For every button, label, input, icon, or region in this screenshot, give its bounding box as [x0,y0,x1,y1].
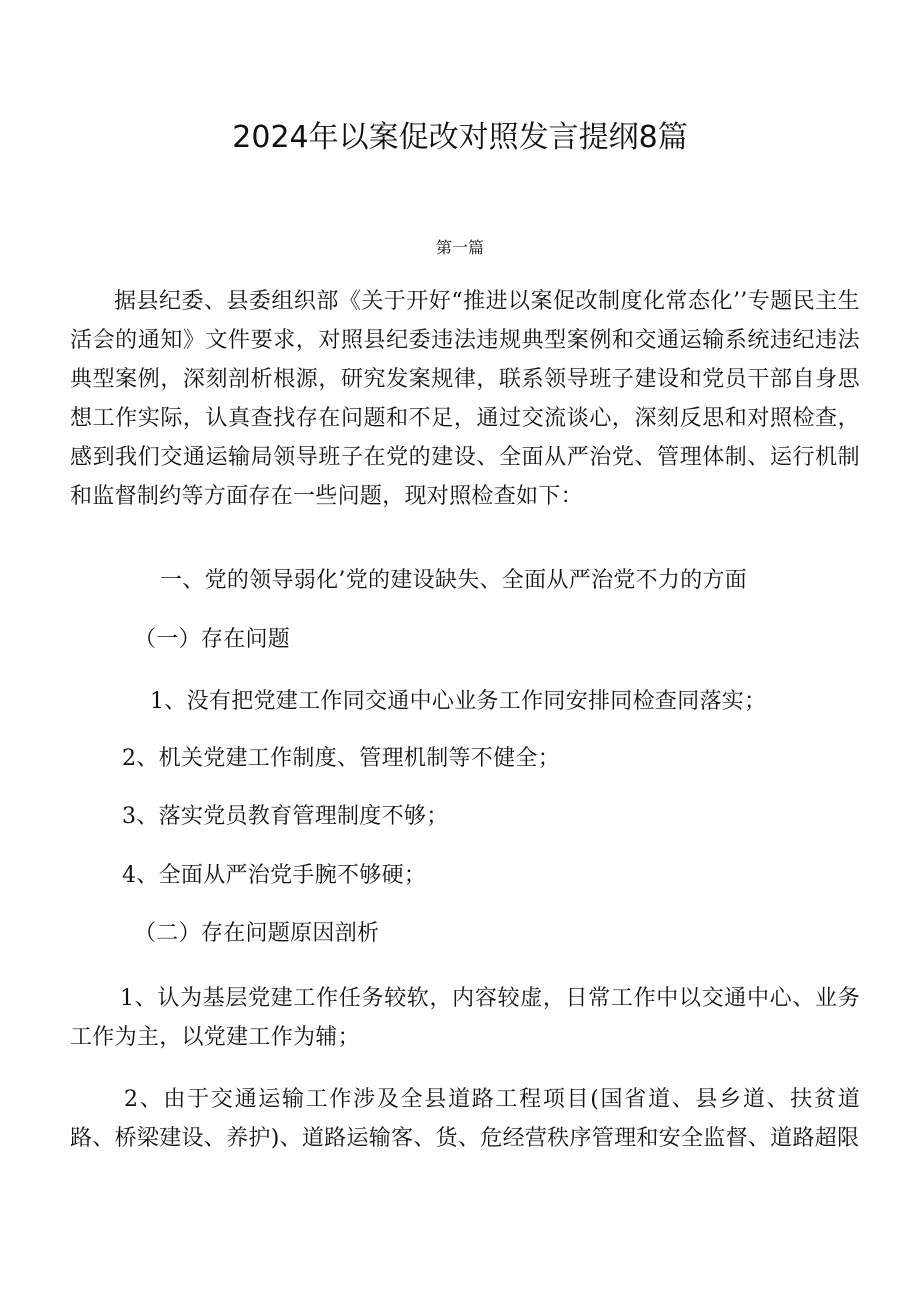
document-title: 2024年以案促改对照发言提纲8篇 [232,120,688,155]
intro-paragraph: 据县纪委、县委组织部《关于开好“推进以案促改制度化常态化’’专题民主生活会的通知》文件要求，对照县纪委违法违规典型案例和交通运输系统违纪违法典型案例，深刻剖析根源，研究发案规律，联系领导班子建设和党员干部自身思想工作实际，认真查找存在问题和不足，通过交流谈心，深刻反思和对照检查，感到我们交通运输局领导班子在党的建设、全面从严治党、管理体制、运行机制和监督制约等方面存在一些问题，现对照检查如下： [70,289,860,509]
section-label: 第一篇 [435,238,484,257]
cause-paragraph: 1、认为基层党建工作任务较软，内容较虚，日常工作中以交通中心、业务工作为主，以党建工作为辅； [70,986,860,1050]
problem-item: 4、全面从严治党手腕不够硬； [122,863,427,888]
subheading-problems: （一）存在问题 [134,627,291,652]
subheading-causes: （二）存在问题原因剖析 [134,921,380,946]
heading-party-leadership: 一、党的领导弱化’党的建设缺失、全面从严治党不力的方面 [160,568,748,593]
cause-paragraph: 2、由于交通运输工作涉及全县道路工程项目(国省道、县乡道、扶贫道路、桥梁建设、养护)、道路运输客、货、危经营秩序管理和安全监督、道路超限 [70,1087,860,1151]
problem-item: 3、落实党员教育管理制度不够； [122,804,449,829]
problem-item: 2、机关党建工作制度、管理机制等不健全； [122,746,560,771]
problem-item: 1、没有把党建工作同交通中心业务工作同安排同检查同落实； [150,689,767,714]
